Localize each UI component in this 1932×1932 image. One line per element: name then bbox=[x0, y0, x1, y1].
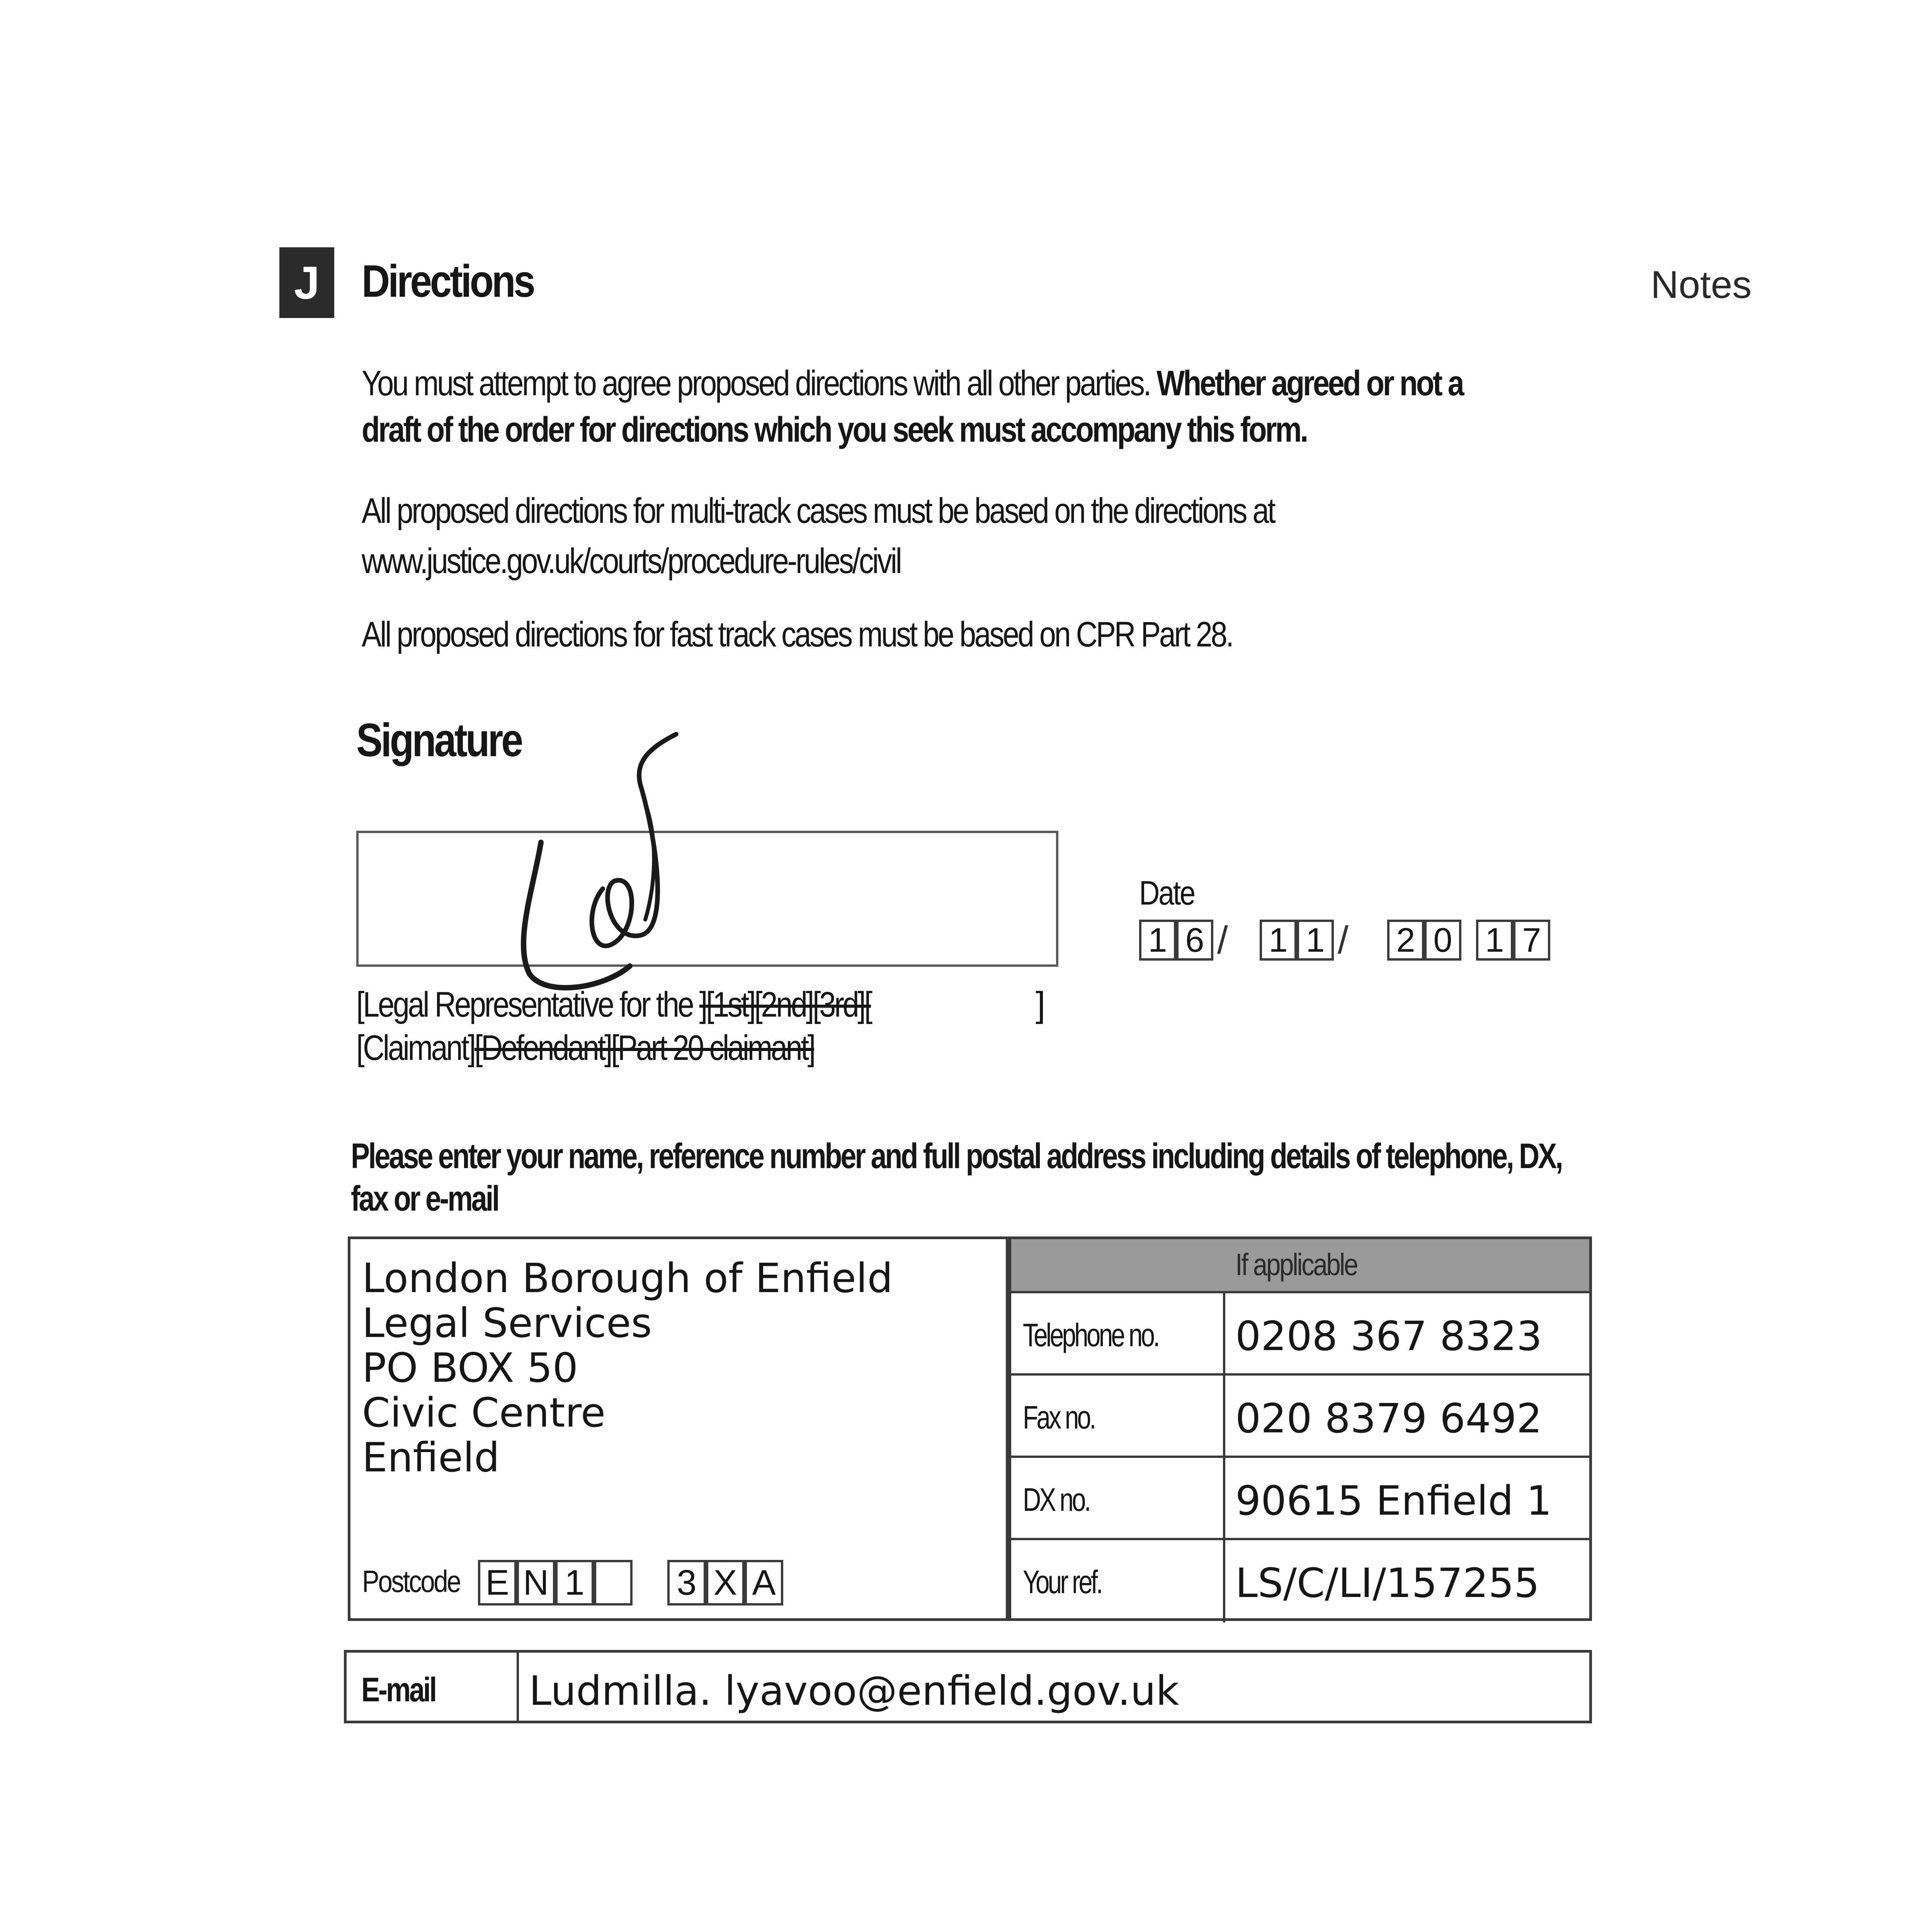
multi-track-line-1: All proposed directions for multi-track cases must be based on the directions at bbox=[362, 491, 1274, 531]
date-separator: / bbox=[1338, 918, 1349, 962]
party-line bbox=[356, 1028, 814, 1068]
telephone-field[interactable]: 0208 367 8323 bbox=[1235, 1313, 1542, 1360]
contact-table bbox=[1009, 1236, 1592, 1621]
section-letter: J bbox=[294, 257, 320, 309]
date-digit[interactable]: 1 bbox=[1297, 920, 1334, 961]
address-field[interactable] bbox=[348, 1236, 1009, 1621]
column-divider bbox=[517, 1653, 519, 1721]
intro-line-1 bbox=[362, 363, 1463, 404]
postcode-char[interactable] bbox=[594, 1560, 633, 1605]
address-line: Legal Services bbox=[362, 1299, 652, 1347]
address-line: Enfield bbox=[362, 1434, 500, 1481]
email-row bbox=[344, 1650, 1592, 1723]
multi-track-link[interactable]: www.justice.gov.uk/courts/procedure-rules/civil bbox=[362, 541, 901, 581]
date-digit[interactable]: 1 bbox=[1139, 920, 1176, 961]
date-digit[interactable]: 6 bbox=[1176, 920, 1213, 961]
column-divider bbox=[1223, 1293, 1225, 1373]
contact-row-telephone bbox=[1011, 1293, 1589, 1376]
date-separator: / bbox=[1217, 918, 1228, 962]
fax-field[interactable]: 020 8379 6492 bbox=[1235, 1395, 1542, 1442]
instruction-line-2: fax or e-mail bbox=[351, 1179, 498, 1218]
postcode-char[interactable]: X bbox=[706, 1560, 745, 1605]
legal-rep-line bbox=[356, 985, 871, 1025]
postcode-char[interactable]: 1 bbox=[555, 1560, 594, 1605]
column-divider bbox=[1223, 1376, 1225, 1456]
legal-rep-closing-bracket: ] bbox=[1036, 985, 1046, 1024]
date-digit[interactable]: 1 bbox=[1476, 920, 1513, 961]
postcode-char[interactable]: E bbox=[478, 1560, 517, 1605]
party-claimant: [Claimant] bbox=[356, 1028, 474, 1068]
email-label: E-mail bbox=[361, 1670, 435, 1709]
contact-row-fax bbox=[1011, 1376, 1589, 1458]
dx-field[interactable]: 90615 Enfield 1 bbox=[1235, 1477, 1552, 1524]
telephone-label: Telephone no. bbox=[1023, 1317, 1158, 1353]
contact-row-dx bbox=[1011, 1458, 1589, 1540]
fax-label: Fax no. bbox=[1023, 1399, 1095, 1435]
section-badge bbox=[279, 247, 334, 318]
date-digit[interactable]: 0 bbox=[1424, 920, 1461, 961]
your-ref-label: Your ref. bbox=[1023, 1564, 1102, 1600]
address-line: PO BOX 50 bbox=[362, 1344, 578, 1391]
column-divider bbox=[1223, 1458, 1225, 1538]
postcode-char[interactable]: A bbox=[745, 1560, 783, 1605]
signature-heading: Signature bbox=[356, 714, 522, 766]
dx-label: DX no. bbox=[1023, 1481, 1090, 1518]
legal-rep-struck-options: ][1st][2nd][3rd][ bbox=[699, 985, 871, 1024]
date-label: Date bbox=[1139, 874, 1194, 912]
intro-line-2 bbox=[362, 410, 1307, 450]
handwritten-signature bbox=[475, 726, 715, 1020]
intro-normal: You must attempt to agree proposed directions with all other parties. bbox=[362, 364, 1150, 403]
postcode-label: Postcode bbox=[362, 1564, 460, 1599]
your-ref-field[interactable]: LS/C/LI/157255 bbox=[1235, 1560, 1540, 1607]
address-line: London Borough of Enfield bbox=[362, 1255, 893, 1302]
party-struck-options: [Defendant][Part 20 claimant] bbox=[474, 1028, 814, 1068]
date-digit[interactable]: 7 bbox=[1513, 920, 1550, 961]
postcode-char[interactable]: 3 bbox=[667, 1560, 706, 1605]
date-digit[interactable]: 1 bbox=[1260, 920, 1297, 961]
intro-bold-1: Whether agreed or not a bbox=[1156, 364, 1463, 403]
contact-row-your-ref bbox=[1011, 1540, 1589, 1622]
address-line: Civic Centre bbox=[362, 1389, 605, 1436]
instruction-line-1: Please enter your name, reference number and full postal address including details of telephone, DX, bbox=[351, 1136, 1562, 1176]
column-divider bbox=[1223, 1540, 1225, 1622]
date-digit[interactable]: 2 bbox=[1387, 920, 1424, 961]
section-title: Directions bbox=[362, 256, 534, 307]
if-applicable-label: If applicable bbox=[1235, 1247, 1357, 1282]
intro-bold-2: draft of the order for directions which you seek must accompany this form. bbox=[362, 410, 1307, 449]
legal-rep-prefix: [Legal Representative for the bbox=[356, 985, 699, 1024]
contact-table-header bbox=[1011, 1239, 1589, 1293]
notes-label: Notes bbox=[1651, 263, 1752, 306]
fast-track-text: All proposed directions for fast track cases must be based on CPR Part 28. bbox=[362, 615, 1233, 654]
email-field[interactable]: Ludmilla. lyavoo@enfield.gov.uk bbox=[529, 1667, 1179, 1714]
postcode-char[interactable]: N bbox=[517, 1560, 555, 1605]
